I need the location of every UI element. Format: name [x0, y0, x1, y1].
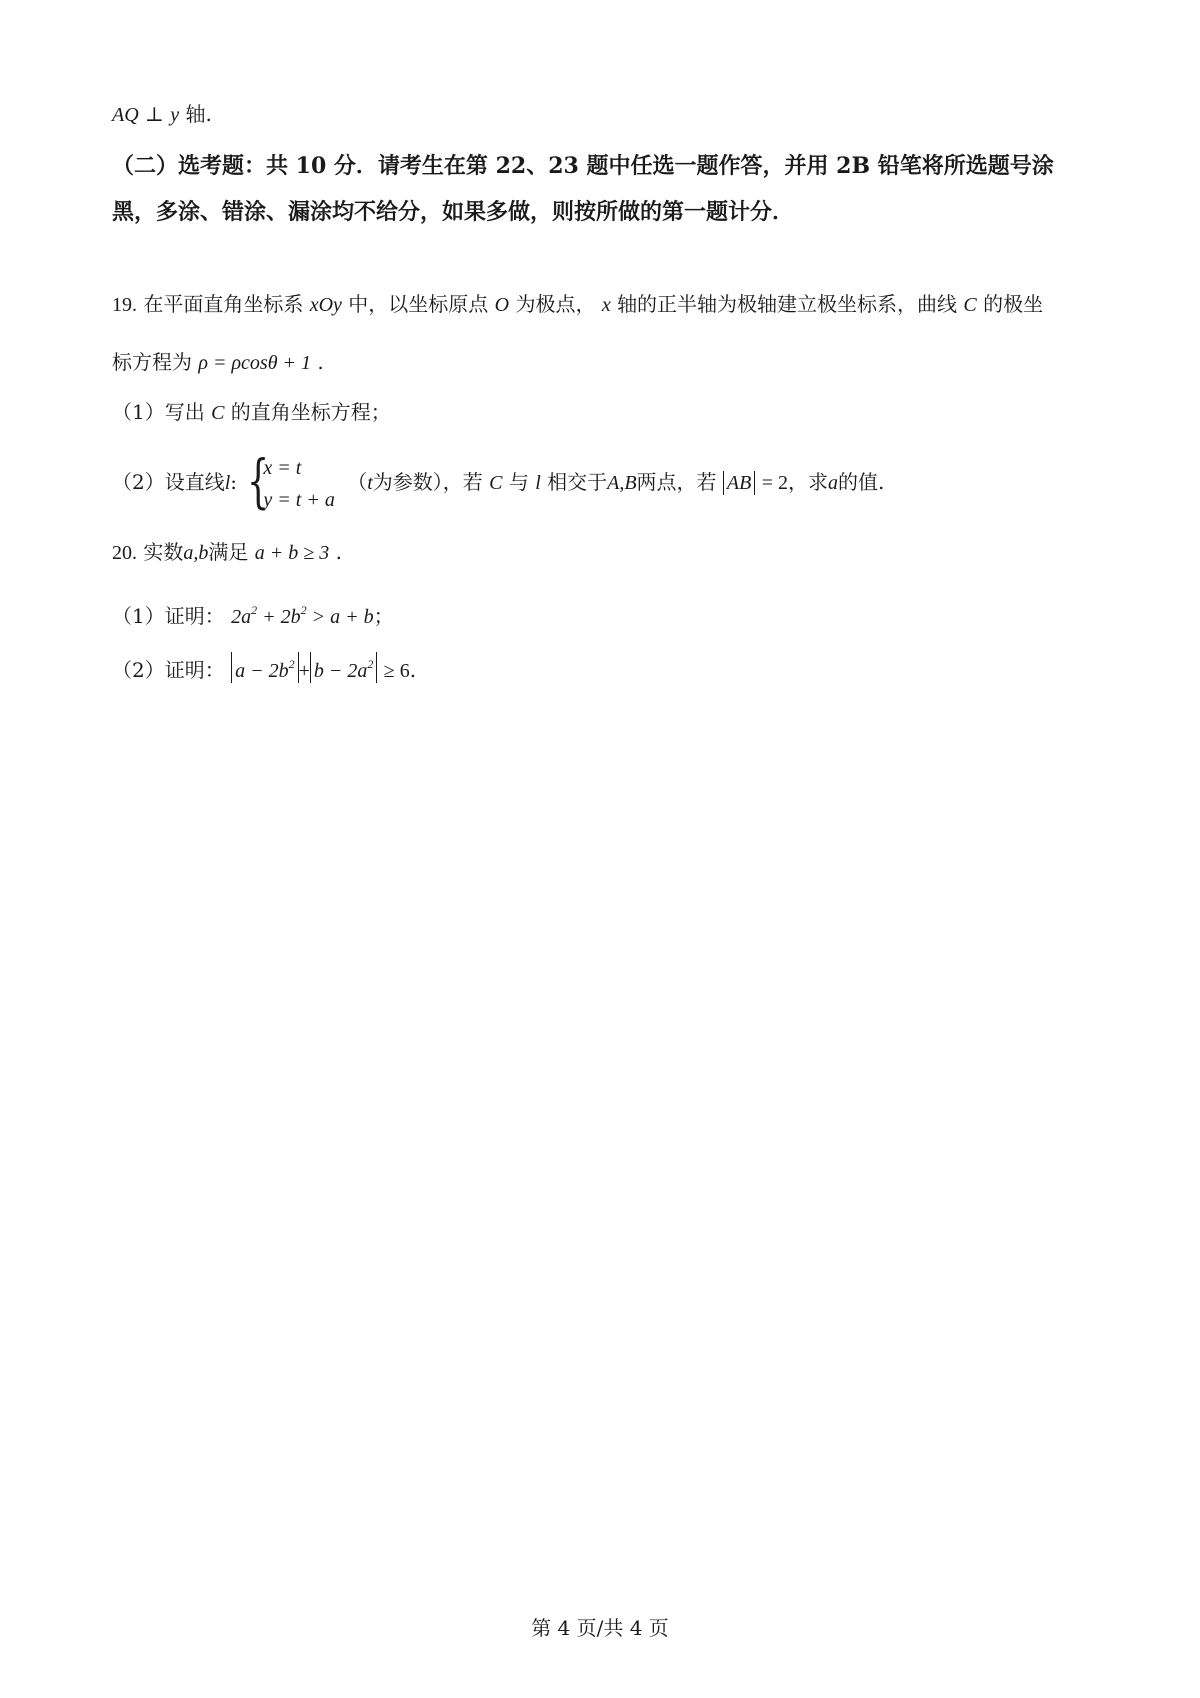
- q19-part2: （2）设直线l: { x = t y = t + a （t为参数），若 C 与 l 相交于A,B两点，若 AB = 2，求a的值.: [112, 446, 885, 515]
- q20-line1: 20. 实数a,b满足 a + b ≥ 3 .: [112, 540, 342, 564]
- system-row-1: x = t: [263, 456, 302, 479]
- q19-number: 19.: [112, 294, 137, 316]
- q20-number: 20.: [112, 542, 137, 564]
- top-math: AQ: [112, 104, 139, 126]
- abs-ab: AB: [723, 471, 755, 495]
- top-line: AQ ⊥ y 轴.: [112, 102, 212, 126]
- q20-part1: （1）证明： $2a^2 + 2b^2 > a + b$；: [112, 603, 394, 628]
- abs-term-1: $a - 2b^2$: [231, 652, 299, 683]
- page-footer: 第 4 页/共 4 页: [531, 1616, 669, 1640]
- q19-part1: （1）写出 C 的直角坐标方程；: [112, 400, 391, 424]
- q19-equation: ρ = ρcosθ + 1: [198, 352, 312, 374]
- q19-line2: 标方程为 ρ = ρcosθ + 1 .: [112, 350, 324, 374]
- parametric-system: { x = t y = t + a: [247, 446, 335, 515]
- system-row-2: y = t + a: [263, 488, 335, 511]
- q20-inequality-1: $2a^2 + 2b^2 > a + b$: [231, 603, 374, 628]
- section-heading-line1: （二）选考题：共 10 分．请考生在第 22、23 题中任选一题作答，并用 2B 铅笔将所选题号涂: [112, 153, 1054, 179]
- q20-part2: （2）证明： $a - 2b^2 + b - 2a^2 \ge 6$.: [112, 652, 416, 685]
- section-heading-line2: 黑，多涂、错涂、漏涂均不给分，如果多做，则按所做的第一题计分．: [112, 199, 795, 225]
- q19-line1: 19. 在平面直角坐标系 xOy 中，以坐标原点 O 为极点， x 轴的正半轴为极轴建立极坐标系，曲线 C 的极坐: [112, 292, 1044, 316]
- abs-term-2: $b - 2a^2$: [310, 652, 378, 683]
